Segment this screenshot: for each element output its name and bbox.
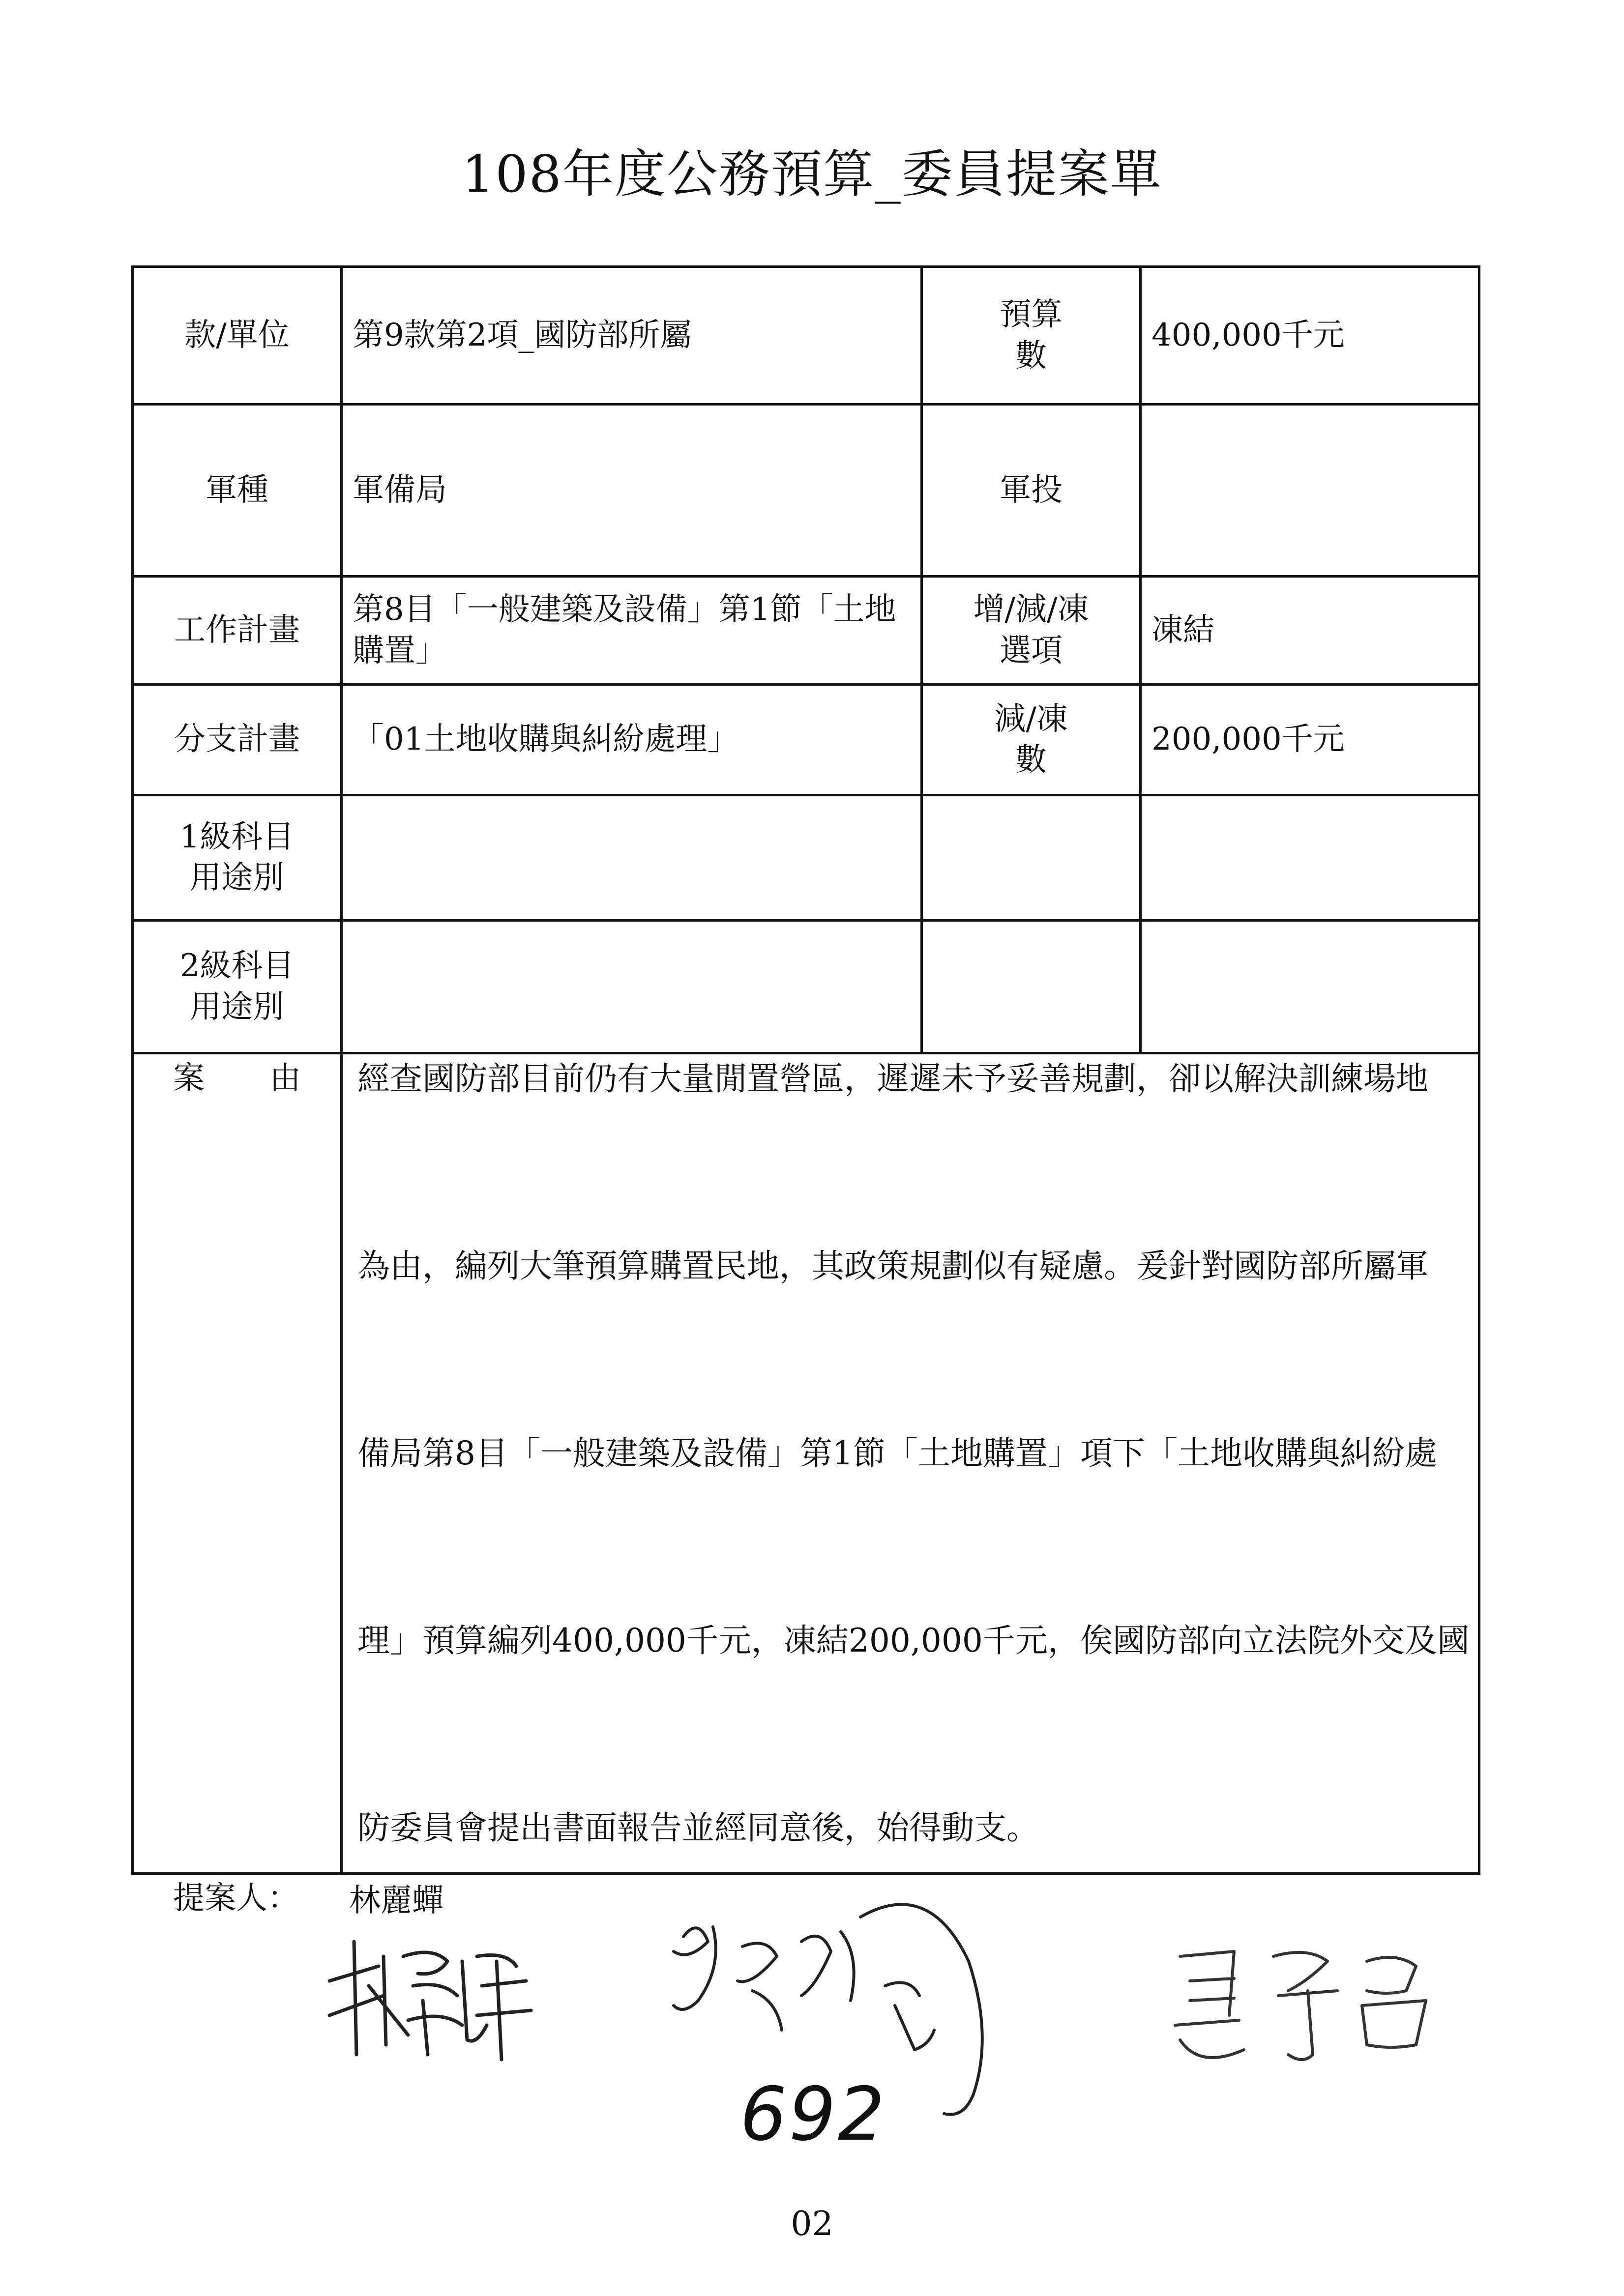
reason-line: 理」預算編列400,000千元，凍結200,000千元，俟國防部向立法院外交及國 (357, 1622, 1470, 1659)
table-row (133, 405, 1479, 577)
row-value-2 (1141, 405, 1479, 577)
row-label-2: 減/凍 數 (922, 685, 1141, 795)
row-label-2 (922, 795, 1141, 921)
reason-line: 經查國防部目前仍有大量閒置營區，遲遲未予妥善規劃，卻以解決訓練場地 (357, 1060, 1428, 1098)
proposer-name: 林麗蟬 (349, 1883, 443, 1919)
signature-1-strokes (320, 1927, 541, 2069)
table-row-reason (133, 1053, 1479, 1874)
row-value-2: 200,000千元 (1141, 685, 1479, 795)
row-label: 工作計畫 (133, 577, 342, 685)
row-value: 「01土地收購與糾紛處理」 (342, 685, 922, 795)
signature-1 (320, 1927, 541, 2069)
row-label: 款/單位 (133, 267, 342, 405)
row-value-2 (1141, 795, 1479, 921)
page-title: 108年度公務預算_委員提案單 (462, 144, 1162, 204)
row-label: 軍種 (133, 405, 342, 577)
handwritten-page-number: 692 (740, 2072, 887, 2157)
table-row (133, 577, 1479, 685)
row-label-2: 預算 數 (922, 267, 1141, 405)
row-value-2: 400,000千元 (1141, 267, 1479, 405)
proposer-label: 提案人： (173, 1880, 299, 1917)
proposal-form-table (131, 265, 1480, 1875)
reason-line: 防委員會提出書面報告並經同意後，始得動支。 (357, 1809, 1039, 1847)
page-number: 02 (791, 2205, 833, 2243)
row-value (342, 795, 922, 921)
signature-3-strokes (1160, 1927, 1455, 2079)
row-value (342, 921, 922, 1053)
row-value: 第8目「一般建築及設備」第1節「土地購置」 (342, 577, 922, 685)
row-label-2: 軍投 (922, 405, 1141, 577)
reason-line: 備局第8目「一般建築及設備」第1節「土地購置」項下「土地收購與糾紛處 (357, 1434, 1437, 1472)
table-row (133, 267, 1479, 405)
row-label-2: 增/減/凍 選項 (922, 577, 1141, 685)
row-value-2 (1141, 921, 1479, 1053)
row-value-2: 凍結 (1141, 577, 1479, 685)
reason-label: 案由 (173, 1060, 301, 1097)
row-label: 2級科目 用途別 (133, 921, 342, 1053)
table-row (133, 795, 1479, 921)
row-value: 第9款第2項_國防部所屬 (342, 267, 922, 405)
reason-line: 為由，編列大筆預算購置民地，其政策規劃似有疑慮。爰針對國防部所屬軍 (357, 1247, 1428, 1285)
reason-text (343, 1054, 1478, 1872)
row-label-2 (922, 921, 1141, 1053)
reason-body-cell (342, 1053, 1479, 1874)
row-value: 軍備局 (342, 405, 922, 577)
row-label: 1級科目 用途別 (133, 795, 342, 921)
table-row (133, 921, 1479, 1053)
reason-label-cell (133, 1053, 342, 1874)
signature-3 (1160, 1927, 1455, 2079)
table-row (133, 685, 1479, 795)
row-label: 分支計畫 (133, 685, 342, 795)
